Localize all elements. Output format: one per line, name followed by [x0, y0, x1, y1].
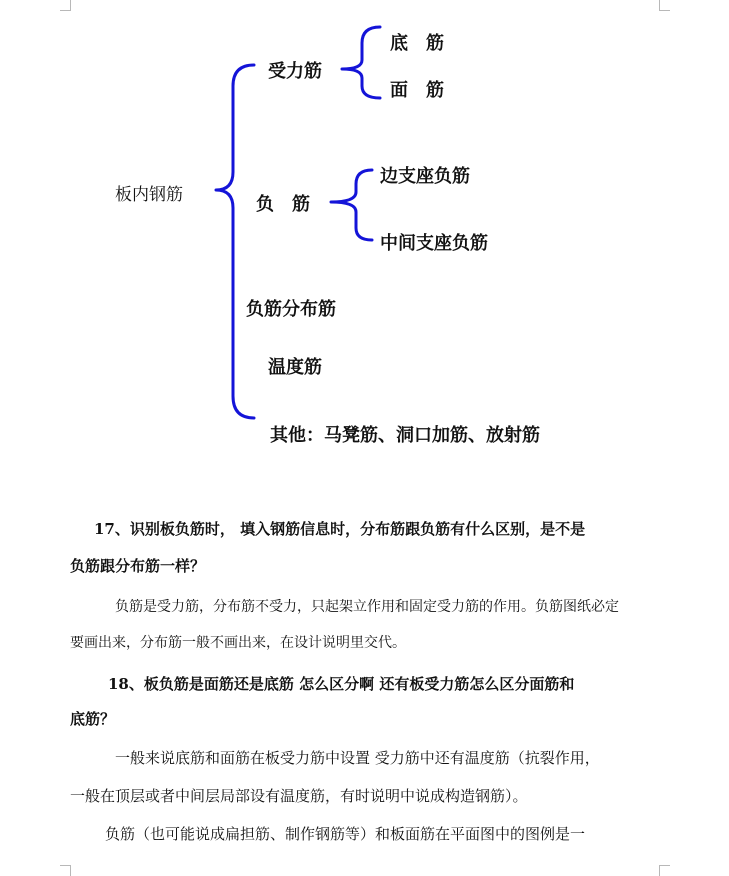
question-17-line-1: 17、识别板负筋时， 填入钢筋信息时，分布筋跟负筋有什么区别，是不是: [94, 520, 586, 538]
branch-main-rebar: 受力筋: [268, 61, 322, 82]
root-label: 板内钢筋: [115, 185, 183, 205]
branch-other-label: 其他：: [270, 425, 324, 446]
big-brace: [216, 65, 254, 418]
leaf-edge-support-negative-rebar: 边支座负筋: [380, 166, 470, 187]
answer-18-line-3: 负筋（也可能说成扁担筋、制作钢筋等）和板面筋在平面图中的图例是一: [105, 825, 586, 843]
branch-negative-distribution-rebar: 负筋分布筋: [246, 299, 336, 320]
corner-mark-bottom-right: [659, 865, 670, 876]
leaf-middle-support-negative-rebar: 中间支座负筋: [380, 233, 488, 254]
corner-mark-bottom-left: [60, 865, 71, 876]
branch-temperature-rebar: 温度筋: [268, 357, 322, 378]
question-17-line-2: 负筋跟分布筋一样？: [70, 557, 206, 575]
answer-18-line-2: 一般在顶层或者中间层局部设有温度筋，有时说明中说成构造钢筋）。: [70, 787, 528, 805]
leaf-bottom-rebar: 底 筋: [390, 33, 444, 54]
branch-other-items: 马凳筋、洞口加筋、放射筋: [324, 425, 540, 446]
main-rebar-brace: [342, 27, 380, 98]
answer-17-line-2: 要画出来，分布筋一般不画出来，在设计说明里交代。: [70, 635, 406, 651]
negative-rebar-brace: [331, 170, 372, 240]
question-18-line-2: 底筋？: [70, 710, 116, 728]
leaf-top-rebar: 面 筋: [390, 80, 444, 101]
branch-negative-rebar: 负 筋: [256, 194, 310, 215]
answer-18-line-1: 一般来说底筋和面筋在板受力筋中设置 受力筋中还有温度筋（抗裂作用，: [115, 749, 600, 767]
question-18-line-1: 18、板负筋是面筋还是底筋 怎么区分啊 还有板受力筋怎么区分面筋和: [108, 675, 575, 693]
answer-17-line-1: 负筋是受力筋，分布筋不受力，只起架立作用和固定受力筋的作用。负筋图纸必定: [115, 599, 619, 615]
branch-other: [270, 421, 540, 447]
